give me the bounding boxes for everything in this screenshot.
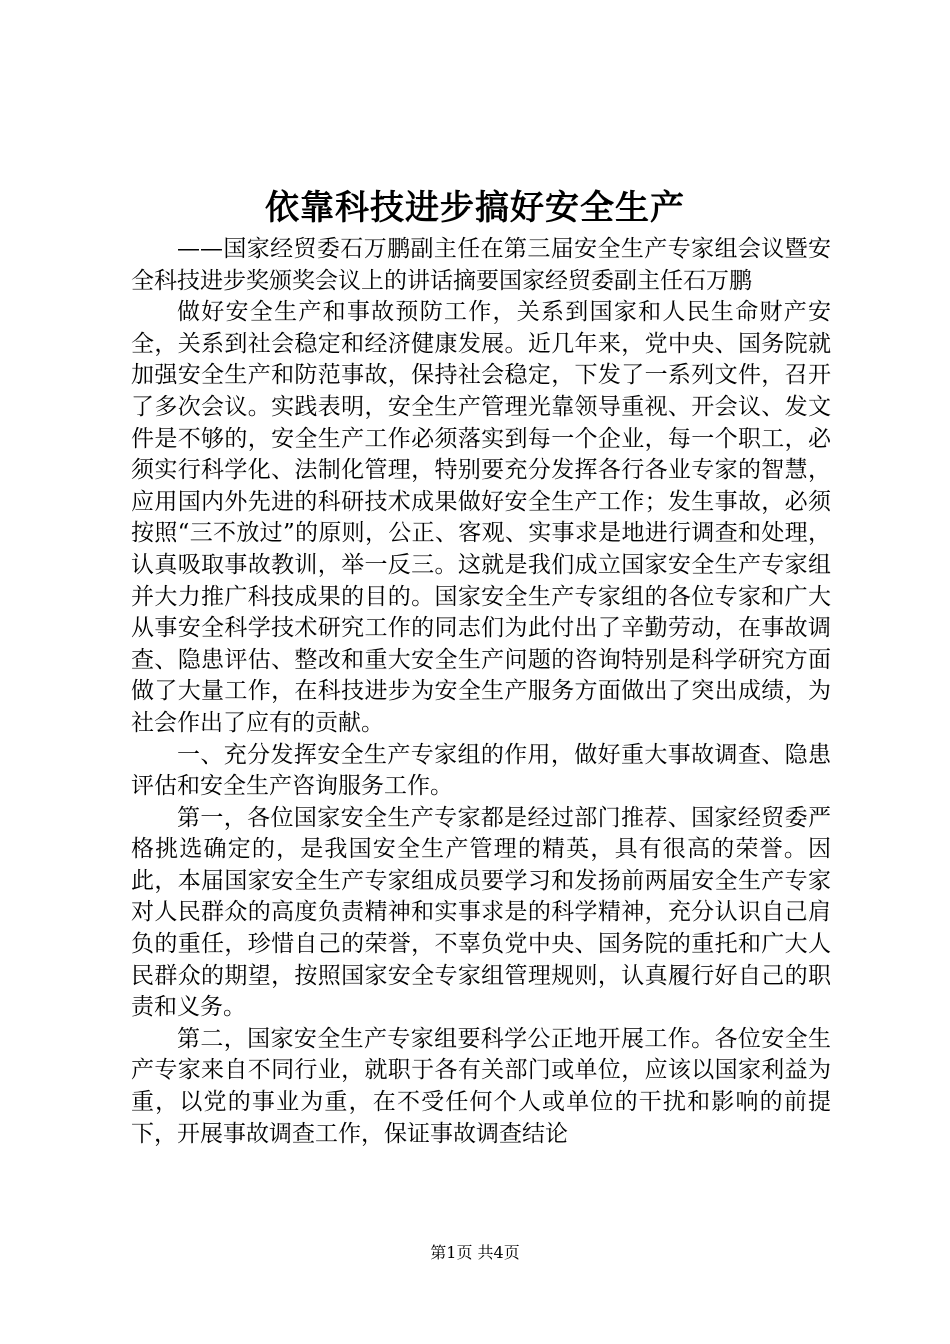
page-footer: 第1页 共4页 — [430, 1243, 520, 1262]
paragraph: 做好安全生产和事故预防工作，关系到国家和人民生命财产安全，关系到社会稳定和经济健康发展。近几年来，党中央、国务院就加强安全生产和防范事故，保持社会稳定，下发了一系列文件，召开了多次会议。实践表明，安全生产管理光靠领导重视、开会议、发文件是不够的，安全生产工作必须落实到每一个企业，每一个职工，必须实行科学化、法制化管理，特别要充分发挥各行各业专家的智慧，应用国内外先进的科研技术成果做好安全生产工作；发生事故，必须按照“三不放过”的原则，公正、客观、实事求是地进行调查和处理，认真吸取事故教训，举一反三。这就是我们成立国家安全生产专家组并大力推广科技成果的目的。国家安全生产专家组的各位专家和广大从事安全科学技术研究工作的同志们为此付出了辛勤劳动，在事故调查、隐患评估、整改和重大安全生产问题的咨询特别是科学研究方面做了大量工作，在科技进步为安全生产服务方面做出了突出成绩，为社会作出了应有的贡献。 — [131, 299, 831, 736]
paragraph: 一、充分发挥安全生产专家组的作用，做好重大事故调查、隐患评估和安全生产咨询服务工作。 — [131, 741, 831, 800]
paragraph: 第一，各位国家安全生产专家都是经过部门推荐、国家经贸委严格挑选确定的，是我国安全生产管理的精英，具有很高的荣誉。因此，本届国家安全生产专家组成员要学习和发扬前两届安全生产专家对人民群众的高度负责精神和实事求是的科学精神，充分认识自己肩负的重任，珍惜自己的荣誉，不辜负党中央、国务院的重托和广大人民群众的期望，按照国家安全专家组管理规则，认真履行好自己的职责和义务。 — [131, 804, 831, 1021]
paragraph: 第二，国家安全生产专家组要科学公正地开展工作。各位安全生产专家来自不同行业，就职于各有关部门或单位，应该以国家利益为重，以党的事业为重，在不受任何个人或单位的干扰和影响的前提下，开展事故调查工作，保证事故调查结论 — [131, 1025, 831, 1147]
document-title: 依靠科技进步搞好安全生产 — [265, 188, 685, 228]
document-body — [131, 234, 831, 1150]
document-subtitle: ——国家经贸委石万鹏副主任在第三届安全生产专家组会议暨安全科技进步奖颁奖会议上的讲话摘要国家经贸委副主任石万鹏 — [131, 236, 831, 294]
